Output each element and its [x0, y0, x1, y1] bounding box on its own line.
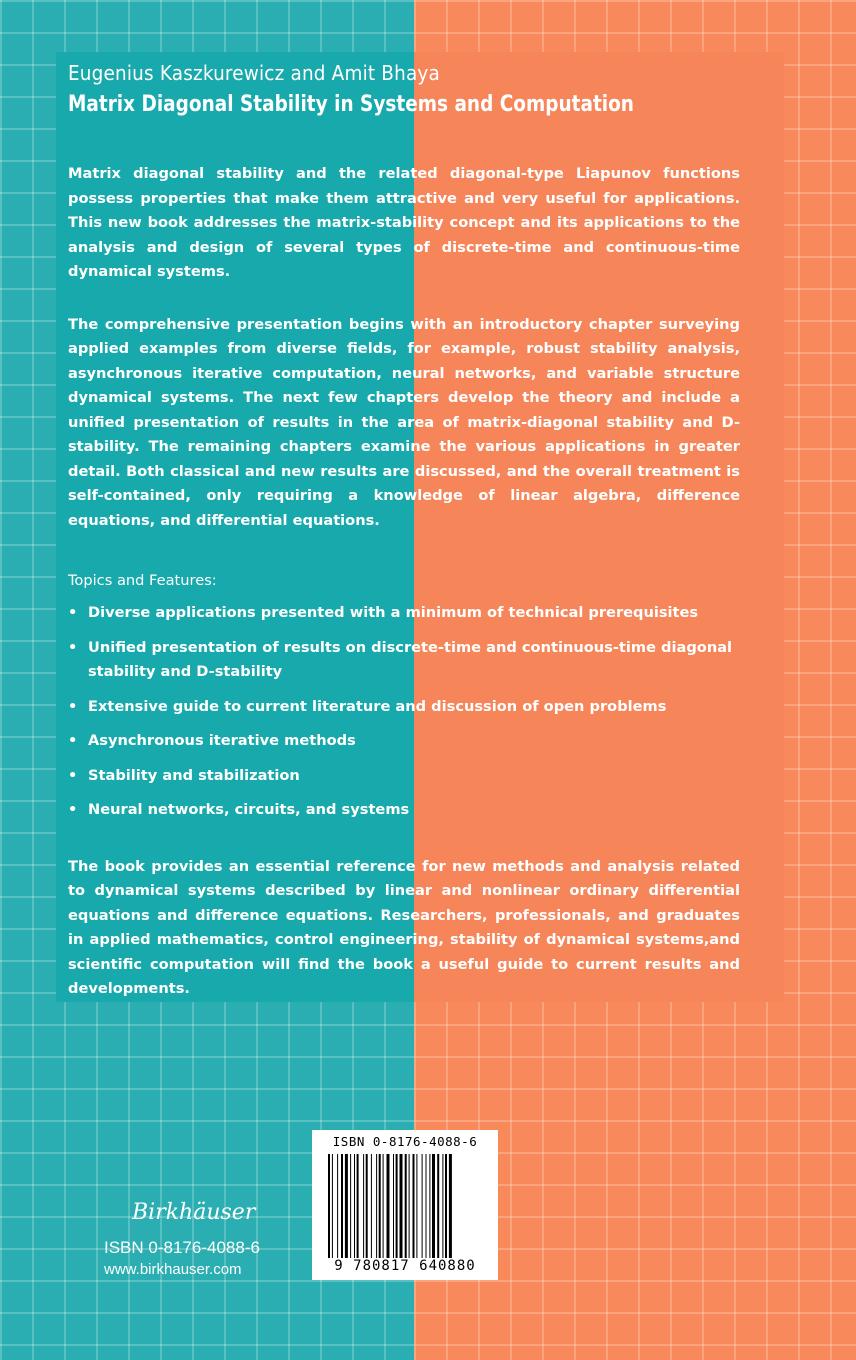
description-paragraph-3: The book provides an essential reference for new methods and analysis related to dynamical systems described by linear and nonlinear ordinary differential equations and difference equations. Researchers, professionals, and graduates in applied mathematics, control engineering, stability of dynamical systems,and scientific computation will find the book a useful guide to current results and developments.	[68, 857, 740, 997]
topic-item: • Stability and stabilization	[68, 764, 740, 789]
topic-item: • Extensive guide to current literature and discussion of open problems	[68, 695, 740, 720]
topics-heading: Topics and Features:	[68, 572, 217, 589]
publisher-url: www.birkhauser.com	[104, 1261, 242, 1278]
topic-item: • Asynchronous iterative methods	[68, 729, 740, 754]
description-paragraph-2: The comprehensive presentation begins with an introductory chapter surveying applied examples from diverse fields, for example, robust stability analysis, asynchronous iterative computation, neural networks, and variable structure dynamical systems. The next few chapters develop the theory and include a unified presentation of results in the area of matrix-diagonal stability and D-stability. The remaining chapters examine the various applications in greater detail. Both classical and new results are discussed, and the overall treatment is self-contained, only requiring a knowledge of linear algebra, difference equations, and differential equations.	[68, 315, 740, 529]
barcode-ean-number: 9 780817 640880	[334, 1258, 476, 1274]
topics-list	[68, 601, 740, 823]
authors: Eugenius Kaszkurewicz and Amit Bhaya	[68, 61, 440, 85]
barcode-bars-icon	[328, 1154, 482, 1258]
barcode	[312, 1130, 498, 1280]
topic-item: • Unified presentation of results on discrete-time and continuous-time diagonal stability and D-stability	[68, 636, 740, 685]
book-title: Matrix Diagonal Stability in Systems and Computation	[68, 92, 634, 117]
back-cover-content	[68, 58, 740, 1002]
topic-item: • Neural networks, circuits, and systems	[68, 798, 740, 823]
barcode-isbn-label: ISBN 0-8176-4088-6	[332, 1134, 478, 1149]
topic-item: • Diverse applications presented with a minimum of technical prerequisites	[68, 601, 740, 626]
publisher-block	[104, 1198, 260, 1280]
publisher-isbn: ISBN 0-8176-4088-6	[104, 1238, 260, 1257]
publisher-logo: Birkhäuser	[132, 1200, 256, 1225]
description-paragraph-1: Matrix diagonal stability and the related diagonal-type Liapunov functions possess properties that make them attractive and very useful for applications. This new book addresses the matrix-stability concept and its applications to the analysis and design of several types of discrete-time and continuous-time dynamical systems.	[68, 165, 740, 280]
